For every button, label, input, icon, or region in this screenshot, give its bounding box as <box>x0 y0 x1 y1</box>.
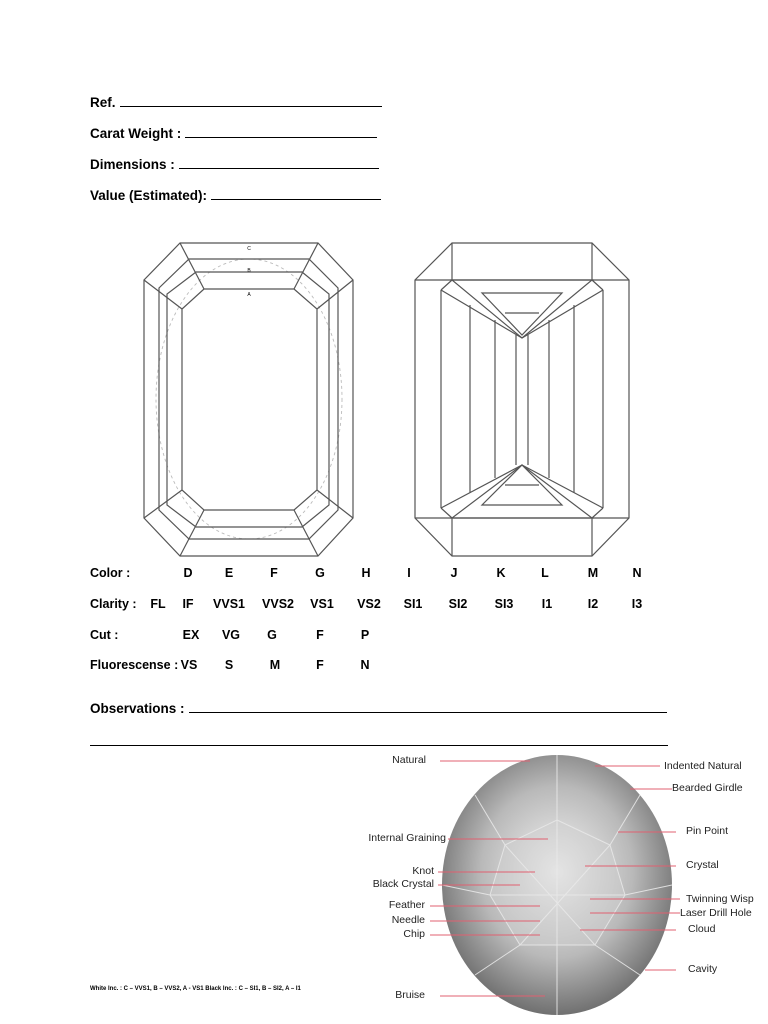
observations-label: Observations : <box>90 701 185 716</box>
color-grade-option[interactable]: N <box>632 566 642 580</box>
inclusion-label-crystal: Crystal <box>686 859 719 871</box>
clarity-grade-option[interactable]: I2 <box>587 597 599 611</box>
inclusion-label-bearded-girdle: Bearded Girdle <box>672 782 743 794</box>
crown-label-b: B <box>247 268 251 274</box>
inclusion-label-twinning-wisp: Twinning Wisp <box>686 893 754 905</box>
clarity-grade-option[interactable]: I3 <box>631 597 643 611</box>
color-label: Color : <box>90 566 131 580</box>
clarity-grade-option[interactable]: VS2 <box>357 597 381 611</box>
color-grade-option[interactable]: G <box>315 566 325 580</box>
clarity-label: Clarity : <box>90 597 137 611</box>
inclusion-label-chip: Chip <box>403 928 425 940</box>
color-grade-option[interactable]: L <box>541 566 549 580</box>
clarity-grade-option[interactable]: VVS2 <box>262 597 294 611</box>
inclusion-label-internal-graining: Internal Graining <box>368 832 446 844</box>
inclusion-legend-footnote: White Inc. : C – VVS1, B – VVS2, A - VS1 Black Inc. : C – SI1, B – SI2, A – I1 <box>90 986 301 992</box>
inclusion-label-needle: Needle <box>391 914 425 926</box>
cut-grade-option[interactable]: VG <box>221 628 241 642</box>
dimensions-label: Dimensions : <box>90 157 175 172</box>
color-grade-option[interactable]: H <box>361 566 371 580</box>
clarity-grade-option[interactable]: VS1 <box>310 597 334 611</box>
fluorescence-grade-option[interactable]: S <box>224 658 234 672</box>
inclusion-label-cavity: Cavity <box>688 963 718 975</box>
clarity-grade-option[interactable]: SI3 <box>494 597 514 611</box>
cut-grade-option[interactable]: F <box>316 628 324 642</box>
cut-grade-option[interactable]: G <box>267 628 277 642</box>
cut-grade-option[interactable]: EX <box>182 628 200 642</box>
clarity-grade-option[interactable]: SI1 <box>403 597 423 611</box>
color-grade-option[interactable]: E <box>224 566 234 580</box>
ref-label: Ref. <box>90 95 116 110</box>
clarity-grade-option[interactable]: FL <box>150 597 166 611</box>
inclusion-label-pin-point: Pin Point <box>686 825 729 837</box>
crown-label-a: A <box>247 292 251 298</box>
fluorescence-grade-option[interactable]: M <box>269 658 281 672</box>
color-grade-option[interactable]: K <box>496 566 506 580</box>
inclusion-label-laser-drill-hole: Laser Drill Hole <box>680 907 752 919</box>
fluorescence-grade-option[interactable]: VS <box>180 658 198 672</box>
crown-label-c: C <box>247 246 251 252</box>
inclusion-label-indented-natural: Indented Natural <box>664 760 742 772</box>
cut-grade-option[interactable]: P <box>360 628 370 642</box>
inclusion-label-knot: Knot <box>412 865 434 877</box>
inclusion-label-bruise: Bruise <box>395 989 425 1001</box>
color-grade-option[interactable]: M <box>587 566 599 580</box>
pavilion-view-diagram <box>415 243 629 556</box>
color-grade-option[interactable]: I <box>407 566 411 580</box>
fluorescence-grade-option[interactable]: N <box>360 658 370 672</box>
color-grade-option[interactable]: J <box>450 566 458 580</box>
inclusion-label-feather: Feather <box>388 899 425 911</box>
color-grade-option[interactable]: D <box>183 566 193 580</box>
clarity-grade-option[interactable]: SI2 <box>448 597 468 611</box>
clarity-grade-option[interactable]: VVS1 <box>213 597 245 611</box>
cut-label: Cut : <box>90 628 119 642</box>
observations-field[interactable] <box>90 700 667 716</box>
value-label: Value (Estimated): <box>90 188 208 203</box>
crown-view-diagram <box>144 243 353 556</box>
color-grade-option[interactable]: F <box>270 566 278 580</box>
fluorescence-label: Fluorescense : <box>90 658 179 672</box>
fluorescence-grade-option[interactable]: F <box>316 658 324 672</box>
clarity-grade-option[interactable]: IF <box>182 597 194 611</box>
clarity-grade-option[interactable]: I1 <box>541 597 553 611</box>
inclusion-label-black-crystal: Black Crystal <box>372 878 434 890</box>
inclusion-label-cloud: Cloud <box>688 923 716 935</box>
carat-weight-label: Carat Weight : <box>90 126 182 141</box>
observations-input-line-1[interactable] <box>189 700 667 713</box>
observations-input-line-2[interactable] <box>90 733 668 746</box>
inclusion-label-natural: Natural <box>392 754 426 766</box>
